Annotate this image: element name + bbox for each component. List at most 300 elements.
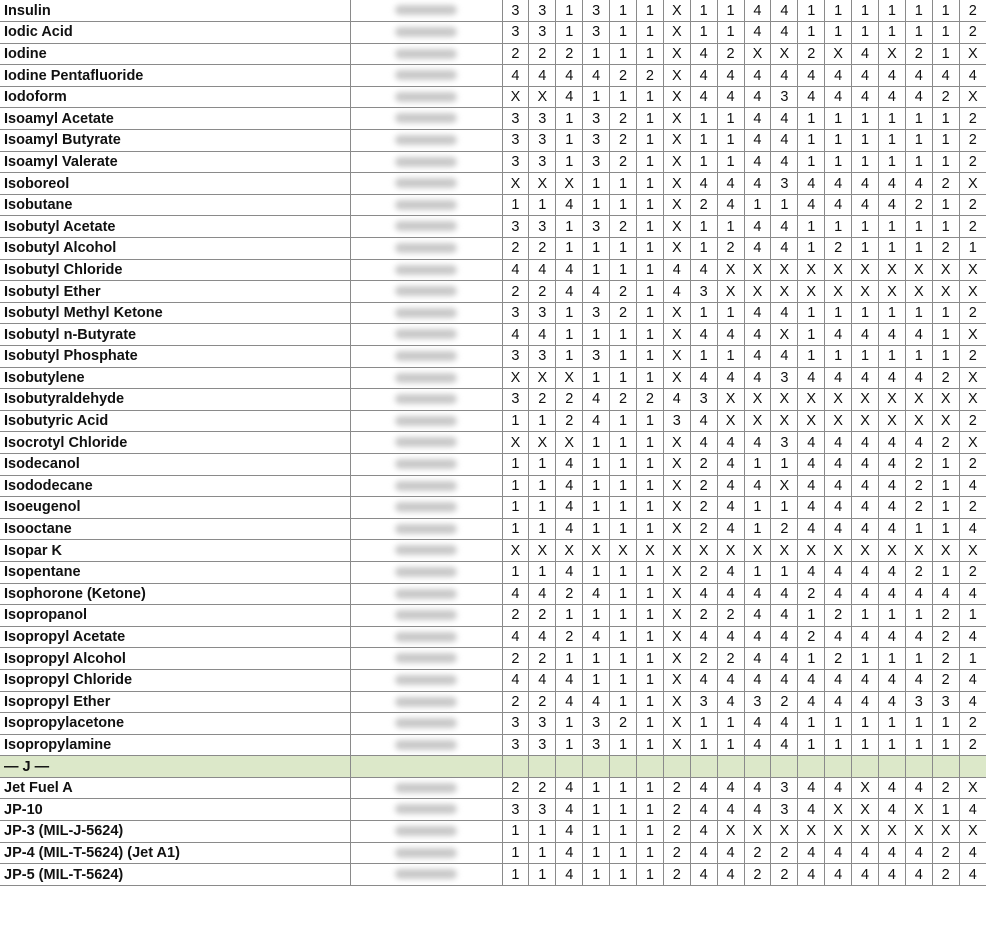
rating-cell: X	[825, 43, 852, 65]
rating-cell: X	[905, 389, 932, 411]
rating-cell: 4	[744, 669, 771, 691]
rating-cell: 2	[529, 777, 556, 799]
rating-cell: 1	[610, 691, 637, 713]
rating-cell: 2	[690, 194, 717, 216]
rating-cell: 3	[583, 346, 610, 368]
table-row	[0, 86, 986, 108]
rating-cell: 4	[798, 669, 825, 691]
rating-cell: 3	[771, 799, 798, 821]
rating-cell: 1	[717, 346, 744, 368]
rating-cell: 4	[852, 43, 879, 65]
rating-cell: X	[663, 734, 690, 756]
rating-cell: X	[744, 43, 771, 65]
rating-cell: 4	[825, 367, 852, 389]
rating-cell: 4	[717, 864, 744, 886]
blurred-cas-cell	[350, 453, 502, 475]
chemical-name: Isobutylene	[0, 367, 350, 389]
table-row	[0, 561, 986, 583]
chemical-name: Isopar K	[0, 540, 350, 562]
chemical-name: Insulin	[0, 0, 350, 22]
rating-cell: 4	[744, 713, 771, 735]
rating-cell: 2	[959, 108, 986, 130]
rating-cell: 1	[932, 561, 959, 583]
rating-cell: 1	[825, 734, 852, 756]
rating-cell: X	[663, 130, 690, 152]
redacted-value	[395, 804, 457, 814]
rating-cell: 4	[556, 194, 583, 216]
rating-cell: X	[959, 281, 986, 303]
rating-cell: 3	[502, 130, 529, 152]
rating-cell: X	[852, 777, 879, 799]
rating-cell: 1	[852, 734, 879, 756]
rating-cell: 4	[690, 583, 717, 605]
rating-cell: 2	[771, 842, 798, 864]
table-row	[0, 540, 986, 562]
chemical-name: Isobutyl Chloride	[0, 259, 350, 281]
rating-cell: 3	[502, 799, 529, 821]
blurred-cas-cell	[350, 410, 502, 432]
rating-cell: 1	[932, 22, 959, 44]
rating-cell: 1	[636, 669, 663, 691]
rating-cell: 4	[744, 130, 771, 152]
rating-cell: 1	[905, 346, 932, 368]
rating-cell: 1	[932, 346, 959, 368]
chemical-name: Isobutane	[0, 194, 350, 216]
rating-cell: X	[798, 540, 825, 562]
rating-cell: 4	[905, 367, 932, 389]
rating-cell: 1	[878, 648, 905, 670]
rating-cell: 1	[502, 864, 529, 886]
rating-cell: X	[556, 432, 583, 454]
rating-cell: 1	[852, 238, 879, 260]
rating-cell: 4	[717, 324, 744, 346]
rating-cell: X	[771, 259, 798, 281]
rating-cell: 2	[502, 281, 529, 303]
rating-cell: 2	[610, 216, 637, 238]
rating-cell: X	[798, 259, 825, 281]
rating-cell: 4	[744, 799, 771, 821]
rating-cell: 4	[825, 173, 852, 195]
table-row	[0, 173, 986, 195]
rating-cell: 1	[583, 238, 610, 260]
rating-cell: 4	[556, 799, 583, 821]
chemical-name: Isobutyl Methyl Ketone	[0, 302, 350, 324]
rating-cell	[556, 756, 583, 778]
rating-cell: X	[663, 583, 690, 605]
rating-cell: 4	[556, 65, 583, 87]
rating-cell: 1	[690, 130, 717, 152]
rating-cell: 1	[556, 713, 583, 735]
rating-cell: 1	[583, 86, 610, 108]
rating-cell: 4	[852, 561, 879, 583]
rating-cell: X	[825, 259, 852, 281]
blurred-cas-cell	[350, 367, 502, 389]
rating-cell: 2	[690, 453, 717, 475]
rating-cell: 4	[556, 259, 583, 281]
rating-cell: 1	[717, 22, 744, 44]
rating-cell: 1	[932, 43, 959, 65]
rating-cell: 2	[556, 389, 583, 411]
table-row	[0, 108, 986, 130]
rating-cell: 3	[529, 151, 556, 173]
rating-cell: 1	[852, 151, 879, 173]
rating-cell: 1	[798, 216, 825, 238]
rating-cell: 4	[717, 367, 744, 389]
chemical-name: Isobutyl Phosphate	[0, 346, 350, 368]
rating-cell: X	[663, 238, 690, 260]
rating-cell: X	[529, 86, 556, 108]
rating-cell: 4	[878, 173, 905, 195]
rating-cell: 4	[798, 173, 825, 195]
rating-cell: X	[878, 281, 905, 303]
rating-cell: 4	[529, 259, 556, 281]
blurred-cas-cell	[350, 194, 502, 216]
rating-cell: 1	[610, 475, 637, 497]
redacted-value	[395, 632, 457, 642]
rating-cell: 4	[690, 410, 717, 432]
table-row	[0, 130, 986, 152]
rating-cell: 1	[556, 302, 583, 324]
redacted-value	[395, 92, 457, 102]
rating-cell: 1	[717, 734, 744, 756]
table-row	[0, 259, 986, 281]
rating-cell: 1	[502, 497, 529, 519]
redacted-value	[395, 394, 457, 404]
redacted-value	[395, 697, 457, 707]
rating-cell: 1	[798, 346, 825, 368]
rating-cell: X	[932, 259, 959, 281]
redacted-value	[395, 70, 457, 80]
blurred-cas-cell	[350, 842, 502, 864]
rating-cell: 1	[878, 130, 905, 152]
rating-cell: 1	[878, 346, 905, 368]
rating-cell: 4	[556, 497, 583, 519]
rating-cell: 4	[717, 842, 744, 864]
rating-cell: 4	[959, 842, 986, 864]
rating-cell: 2	[717, 43, 744, 65]
chemical-name: Isodecanol	[0, 453, 350, 475]
redacted-value	[395, 481, 457, 491]
rating-cell: 1	[636, 583, 663, 605]
rating-cell: 4	[878, 561, 905, 583]
rating-cell: 1	[932, 194, 959, 216]
rating-cell: 1	[556, 605, 583, 627]
redacted-value	[395, 135, 457, 145]
rating-cell: 4	[825, 497, 852, 519]
rating-cell: 4	[852, 669, 879, 691]
rating-cell: 4	[878, 497, 905, 519]
rating-cell: 4	[717, 453, 744, 475]
rating-cell: 1	[717, 151, 744, 173]
rating-cell: 1	[610, 518, 637, 540]
blurred-cas-cell	[350, 756, 502, 778]
rating-cell: 1	[583, 475, 610, 497]
redacted-value	[395, 610, 457, 620]
blurred-cas-cell	[350, 648, 502, 670]
rating-cell: 2	[610, 281, 637, 303]
rating-cell: 1	[905, 734, 932, 756]
rating-cell: 3	[529, 108, 556, 130]
rating-cell: 2	[663, 821, 690, 843]
rating-cell: 2	[932, 669, 959, 691]
rating-cell: 2	[932, 238, 959, 260]
chemical-name: Isopropyl Ether	[0, 691, 350, 713]
chemical-name: JP-4 (MIL-T-5624) (Jet A1)	[0, 842, 350, 864]
rating-cell: 4	[825, 65, 852, 87]
rating-cell: X	[744, 389, 771, 411]
rating-cell: 1	[636, 453, 663, 475]
rating-cell: 3	[529, 346, 556, 368]
rating-cell: X	[663, 22, 690, 44]
rating-cell: 2	[959, 346, 986, 368]
rating-cell: 4	[690, 86, 717, 108]
rating-cell: 1	[636, 410, 663, 432]
rating-cell: 2	[529, 43, 556, 65]
redacted-value	[395, 740, 457, 750]
rating-cell: X	[663, 518, 690, 540]
rating-cell: 1	[717, 713, 744, 735]
rating-cell: 2	[959, 0, 986, 22]
rating-cell: 4	[959, 799, 986, 821]
rating-cell: 2	[932, 864, 959, 886]
rating-cell: X	[825, 821, 852, 843]
rating-cell: 2	[959, 130, 986, 152]
rating-cell: 1	[932, 497, 959, 519]
rating-cell: 4	[771, 734, 798, 756]
table-row	[0, 821, 986, 843]
rating-cell: 1	[610, 453, 637, 475]
rating-cell: X	[663, 713, 690, 735]
rating-cell: 1	[502, 410, 529, 432]
rating-cell: 3	[583, 734, 610, 756]
rating-cell: 4	[690, 43, 717, 65]
rating-cell: 4	[825, 626, 852, 648]
rating-cell: X	[529, 367, 556, 389]
rating-cell: 1	[825, 302, 852, 324]
rating-cell: 1	[852, 713, 879, 735]
rating-cell: 4	[717, 497, 744, 519]
rating-cell: 1	[583, 864, 610, 886]
rating-cell: 1	[610, 0, 637, 22]
rating-cell: 4	[852, 86, 879, 108]
rating-cell: X	[663, 475, 690, 497]
rating-cell: 4	[852, 65, 879, 87]
rating-cell: 1	[610, 648, 637, 670]
rating-cell: 1	[932, 0, 959, 22]
rating-cell: 2	[905, 561, 932, 583]
rating-cell: 1	[610, 583, 637, 605]
rating-cell: 1	[798, 302, 825, 324]
rating-cell: 4	[798, 453, 825, 475]
rating-cell: 2	[502, 648, 529, 670]
blurred-cas-cell	[350, 432, 502, 454]
rating-cell: 4	[798, 86, 825, 108]
rating-cell: 4	[825, 842, 852, 864]
rating-cell: X	[663, 561, 690, 583]
rating-cell: 1	[825, 0, 852, 22]
rating-cell: 1	[636, 151, 663, 173]
rating-cell: 4	[905, 842, 932, 864]
rating-cell	[690, 756, 717, 778]
rating-cell	[932, 756, 959, 778]
rating-cell: 4	[878, 86, 905, 108]
rating-cell: 1	[610, 734, 637, 756]
rating-cell: 1	[771, 561, 798, 583]
redacted-value	[395, 286, 457, 296]
rating-cell: 4	[771, 605, 798, 627]
rating-cell: X	[663, 540, 690, 562]
rating-cell: 2	[717, 238, 744, 260]
rating-cell: 2	[959, 497, 986, 519]
rating-cell: 2	[690, 518, 717, 540]
rating-cell: 3	[583, 302, 610, 324]
rating-cell: 1	[771, 453, 798, 475]
rating-cell: 2	[556, 626, 583, 648]
rating-cell: 2	[959, 410, 986, 432]
rating-cell: 1	[610, 238, 637, 260]
rating-cell: X	[878, 821, 905, 843]
rating-cell: X	[663, 605, 690, 627]
rating-cell: 4	[690, 173, 717, 195]
rating-cell: 4	[798, 475, 825, 497]
rating-cell: 2	[717, 605, 744, 627]
table-row	[0, 799, 986, 821]
rating-cell: 4	[583, 410, 610, 432]
rating-cell: 4	[771, 65, 798, 87]
rating-cell: 4	[556, 842, 583, 864]
redacted-value	[395, 826, 457, 836]
rating-cell: 1	[583, 777, 610, 799]
chemical-name: Isobutyl Alcohol	[0, 238, 350, 260]
rating-cell: 4	[556, 691, 583, 713]
rating-cell: 1	[556, 238, 583, 260]
rating-cell: 1	[529, 821, 556, 843]
rating-cell: X	[825, 799, 852, 821]
chemical-name: Isocrotyl Chloride	[0, 432, 350, 454]
table-row	[0, 302, 986, 324]
rating-cell: 4	[852, 864, 879, 886]
blurred-cas-cell	[350, 583, 502, 605]
rating-cell: X	[744, 281, 771, 303]
rating-cell: 1	[636, 194, 663, 216]
rating-cell: 1	[610, 777, 637, 799]
rating-cell: 4	[878, 324, 905, 346]
rating-cell: 1	[636, 734, 663, 756]
rating-cell: 4	[852, 691, 879, 713]
rating-cell: 4	[690, 367, 717, 389]
rating-cell	[636, 756, 663, 778]
rating-cell: 1	[583, 259, 610, 281]
rating-cell: 3	[690, 281, 717, 303]
rating-cell: 2	[502, 43, 529, 65]
section-header-row	[0, 756, 986, 778]
rating-cell: 4	[959, 691, 986, 713]
rating-cell: 1	[583, 43, 610, 65]
rating-cell: X	[663, 216, 690, 238]
chemical-name: Jet Fuel A	[0, 777, 350, 799]
rating-cell: 1	[502, 475, 529, 497]
rating-cell: 2	[771, 691, 798, 713]
redacted-value	[395, 869, 457, 879]
rating-cell: 4	[744, 216, 771, 238]
rating-cell: 1	[852, 108, 879, 130]
rating-cell: 4	[744, 86, 771, 108]
rating-cell: 4	[798, 799, 825, 821]
rating-cell: 4	[690, 259, 717, 281]
rating-cell: 1	[690, 713, 717, 735]
rating-cell: 2	[932, 842, 959, 864]
table-row	[0, 324, 986, 346]
blurred-cas-cell	[350, 626, 502, 648]
rating-cell: 4	[798, 864, 825, 886]
rating-cell: 4	[798, 65, 825, 87]
blurred-cas-cell	[350, 65, 502, 87]
rating-cell	[905, 756, 932, 778]
rating-cell: X	[717, 540, 744, 562]
rating-cell: 4	[905, 324, 932, 346]
rating-cell: 2	[610, 389, 637, 411]
rating-cell: X	[556, 173, 583, 195]
rating-cell: 3	[905, 691, 932, 713]
redacted-value	[395, 221, 457, 231]
rating-cell: 4	[905, 432, 932, 454]
rating-cell: 1	[798, 734, 825, 756]
rating-cell: 4	[825, 453, 852, 475]
rating-cell: 1	[717, 302, 744, 324]
rating-cell: X	[502, 86, 529, 108]
rating-cell: X	[878, 410, 905, 432]
table-row	[0, 648, 986, 670]
chemical-name: Isopentane	[0, 561, 350, 583]
rating-cell: 2	[825, 648, 852, 670]
rating-cell: X	[663, 43, 690, 65]
rating-cell: 4	[717, 669, 744, 691]
rating-cell: X	[717, 259, 744, 281]
rating-cell: 4	[529, 669, 556, 691]
rating-cell: 4	[717, 691, 744, 713]
rating-cell: 1	[636, 173, 663, 195]
rating-cell: X	[825, 389, 852, 411]
rating-cell: 1	[556, 0, 583, 22]
table-row	[0, 281, 986, 303]
rating-cell: 1	[583, 561, 610, 583]
rating-cell: 3	[771, 367, 798, 389]
rating-cell: 4	[825, 777, 852, 799]
rating-cell: 4	[690, 799, 717, 821]
chemical-name: JP-5 (MIL-T-5624)	[0, 864, 350, 886]
blurred-cas-cell	[350, 43, 502, 65]
rating-cell: 1	[583, 799, 610, 821]
rating-cell: 1	[610, 410, 637, 432]
rating-cell	[663, 756, 690, 778]
rating-cell: 4	[798, 194, 825, 216]
rating-cell: 1	[583, 453, 610, 475]
rating-cell: X	[932, 281, 959, 303]
rating-cell: 3	[583, 151, 610, 173]
rating-cell: 1	[798, 0, 825, 22]
rating-cell: 2	[932, 605, 959, 627]
rating-cell: 1	[610, 346, 637, 368]
rating-cell: 4	[529, 626, 556, 648]
rating-cell: 1	[636, 259, 663, 281]
rating-cell: X	[771, 389, 798, 411]
rating-cell: 4	[878, 626, 905, 648]
rating-cell: 4	[717, 86, 744, 108]
rating-cell: 4	[798, 561, 825, 583]
rating-cell: 2	[690, 648, 717, 670]
redacted-value	[395, 157, 457, 167]
rating-cell: 1	[636, 475, 663, 497]
